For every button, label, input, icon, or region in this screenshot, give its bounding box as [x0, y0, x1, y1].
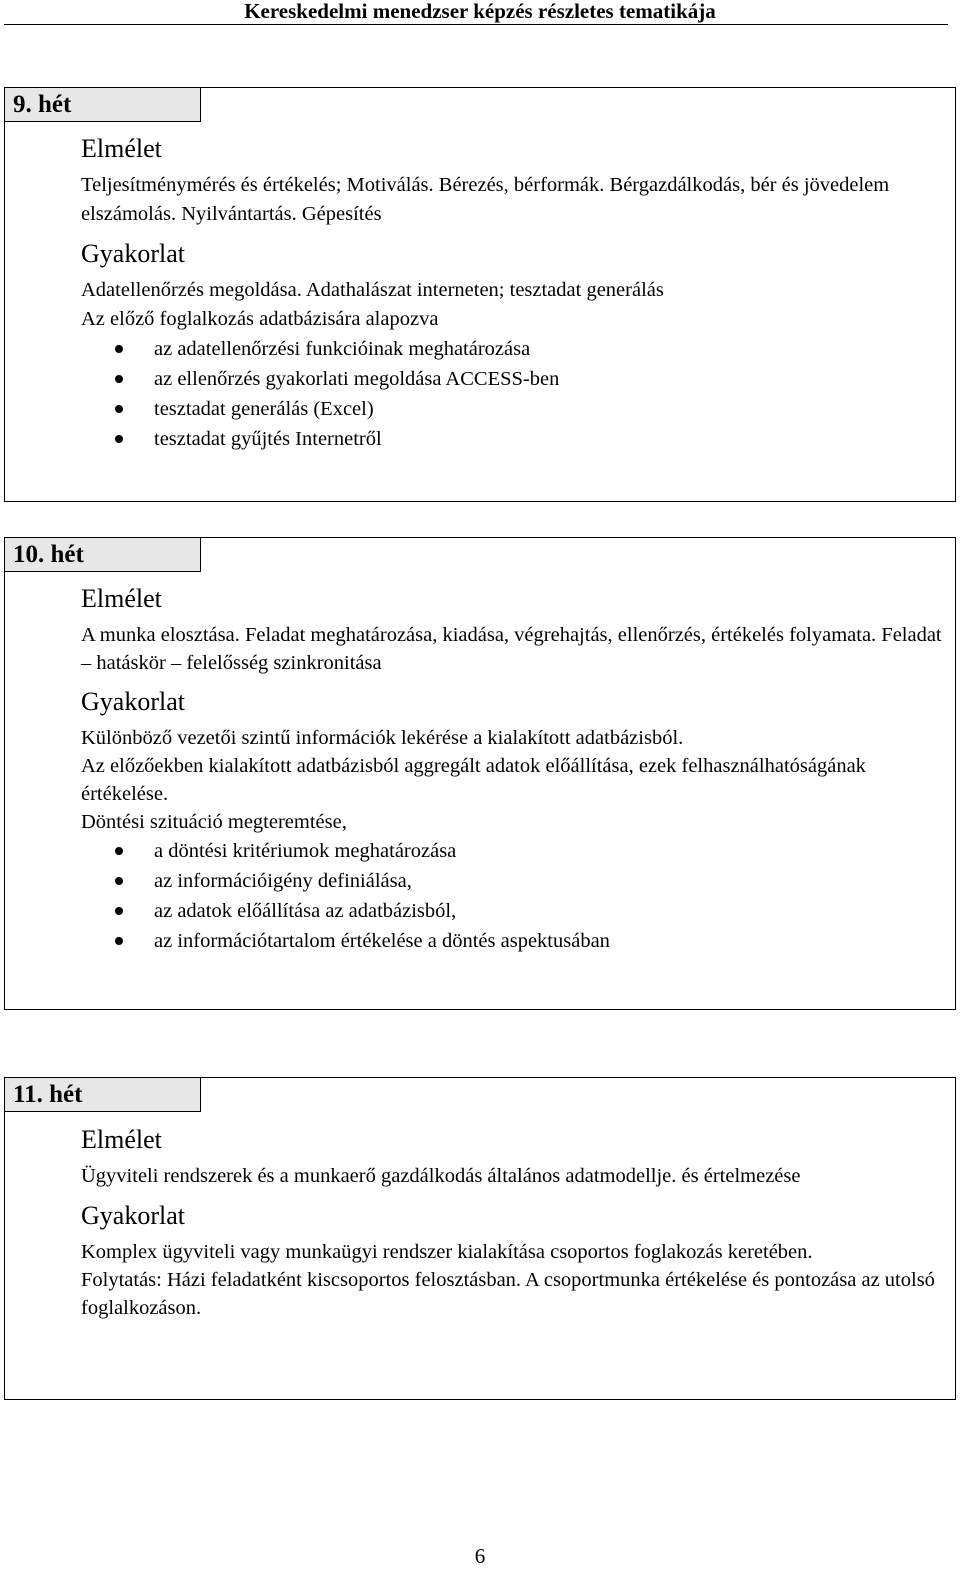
- practice-heading: Gyakorlat: [81, 239, 185, 268]
- document-title: Kereskedelmi menedzser képzés részletes tematikája: [244, 0, 716, 23]
- practice-heading: Gyakorlat: [81, 687, 185, 716]
- bullet-list: [81, 836, 949, 956]
- week-10-box: [4, 537, 956, 1010]
- theory-text: A munka elosztása. Feladat meghatározása, kiadása, végrehajtás, ellenőrzés, értékelés folyamata. Feladat – hatáskör – felelősség szinkronitása: [81, 624, 942, 674]
- practice-heading: Gyakorlat: [81, 1201, 185, 1230]
- week-body: [81, 584, 949, 956]
- list-item: tesztadat generálás (Excel): [81, 394, 949, 424]
- list-item: az információtartalom értékelése a döntés aspektusában: [81, 926, 949, 956]
- theory-text: Teljesítménymérés és értékelés; Motiválás. Bérezés, bérformák. Bérgazdálkodás, bér és jövedelem elszámolás. Nyilvántartás. Gépesítés: [81, 174, 890, 225]
- list-item: az információigény definiálása,: [81, 866, 949, 896]
- week-body: [81, 1125, 949, 1322]
- practice-line: Komplex ügyviteli vagy munkaügyi rendszer kialakítása csoportos foglakozás keretében.: [81, 1241, 813, 1263]
- practice-line: Folytatás: Házi feladatként kiscsoportos felosztásban. A csoportmunka értékelése és pontozása az utolsó foglalkozáson.: [81, 1269, 935, 1319]
- practice-line: Adatellenőrzés megoldása. Adathalászat interneten; tesztadat generálás: [81, 279, 664, 301]
- theory-heading: Elmélet: [81, 584, 162, 613]
- bullet-list: [81, 334, 949, 454]
- practice-line: Különböző vezetői szintű információk lekérése a kialakított adatbázisból.: [81, 727, 684, 749]
- list-item: az adatellenőrzési funkcióinak meghatározása: [81, 334, 949, 364]
- page-number: 6: [474, 1544, 486, 1568]
- week-body: [81, 134, 949, 454]
- practice-line: Döntési szituáció megteremtése,: [81, 811, 347, 833]
- list-item: az adatok előállítása az adatbázisból,: [81, 896, 949, 926]
- week-label: 10. hét: [5, 538, 201, 572]
- theory-heading: Elmélet: [81, 1125, 162, 1154]
- week-label: 9. hét: [5, 88, 201, 122]
- week-9-box: [4, 87, 956, 502]
- week-11-box: [4, 1077, 956, 1400]
- practice-line: Az előzőekben kialakított adatbázisból aggregált adatok előállítása, ezek felhasználhatóságának értékelése.: [81, 755, 866, 805]
- list-item: az ellenőrzés gyakorlati megoldása ACCESS-ben: [81, 364, 949, 394]
- page-header: [0, 0, 960, 26]
- practice-line: Az előző foglalkozás adatbázisára alapozva: [81, 308, 439, 330]
- list-item: a döntési kritériumok meghatározása: [81, 836, 949, 866]
- week-label: 11. hét: [5, 1078, 201, 1112]
- list-item: tesztadat gyűjtés Internetről: [81, 424, 949, 454]
- theory-text: Ügyviteli rendszerek és a munkaerő gazdálkodás általános adatmodellje. és értelmezése: [81, 1165, 801, 1187]
- header-rule: [4, 24, 948, 25]
- theory-heading: Elmélet: [81, 134, 162, 163]
